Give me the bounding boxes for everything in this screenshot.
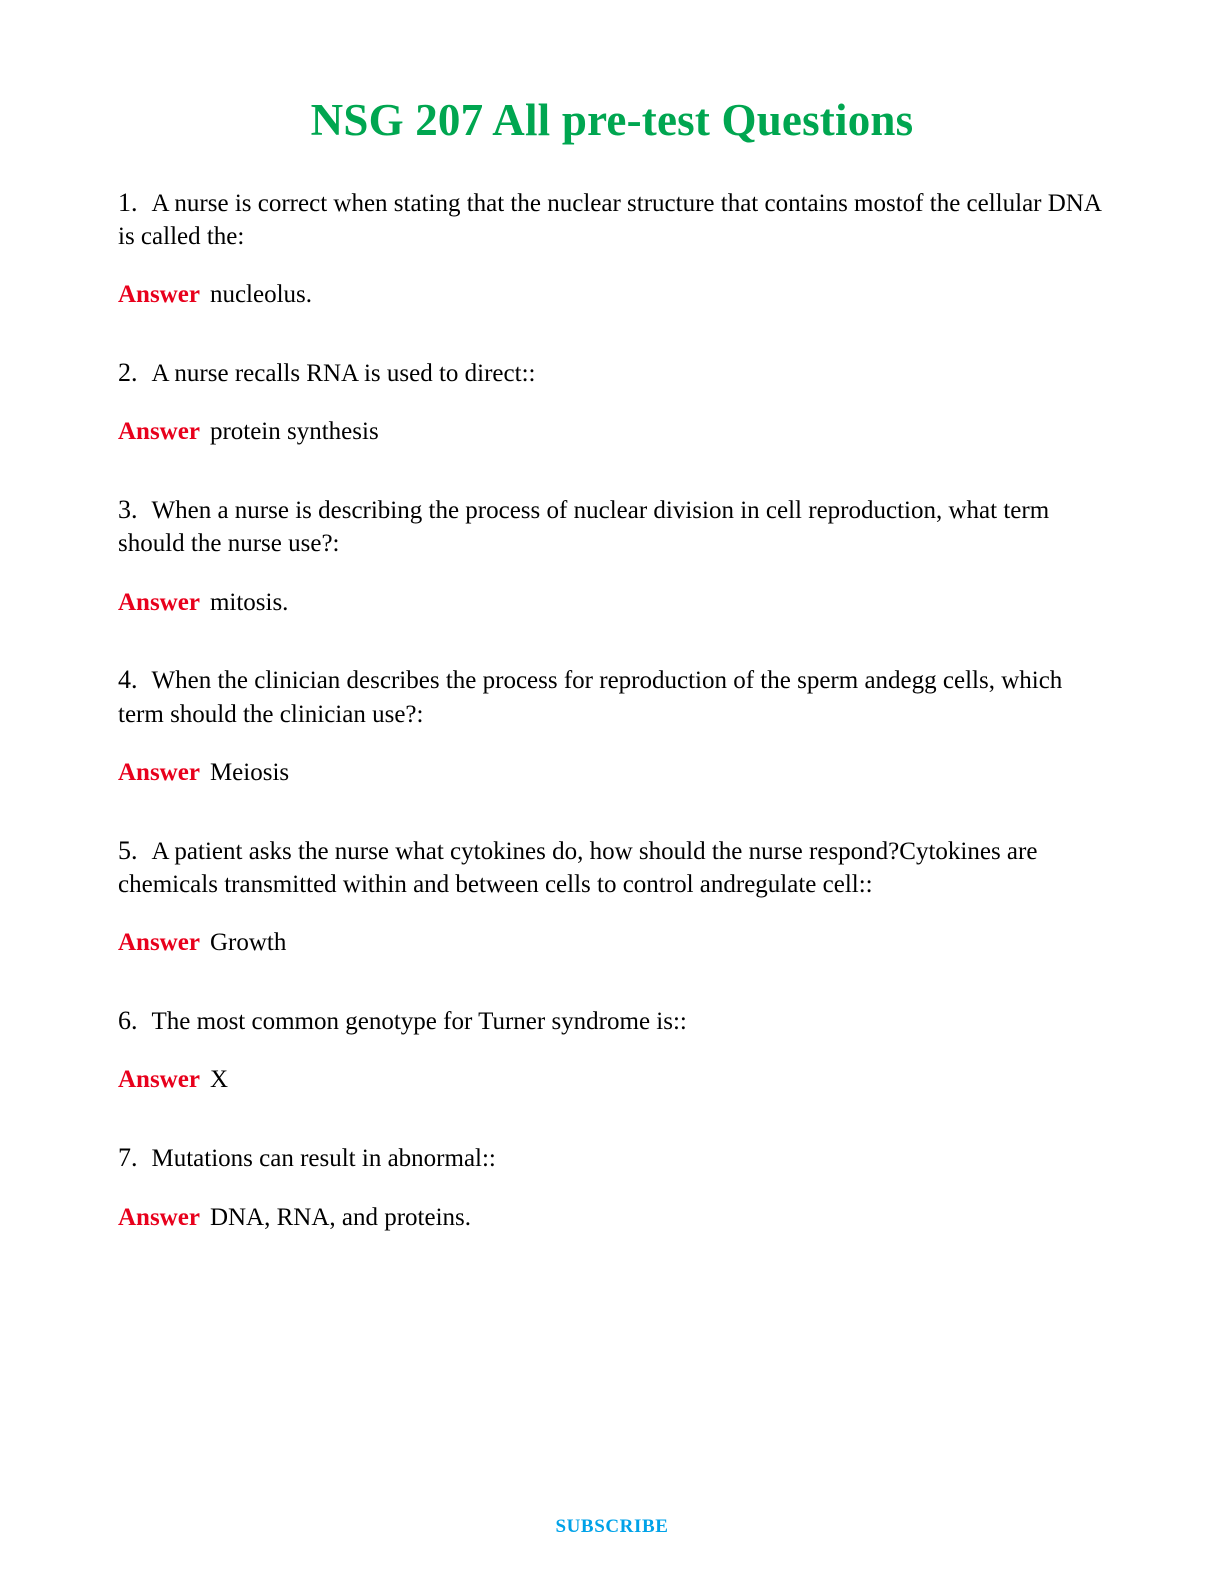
answer-text: Growth bbox=[209, 929, 287, 957]
question-number: 7. bbox=[118, 1142, 138, 1172]
question-text bbox=[118, 1141, 1106, 1176]
question-number: 2. bbox=[118, 357, 138, 387]
question-body: The most common genotype for Turner syndrome is:: bbox=[151, 1007, 687, 1035]
question-body: A nurse is correct when stating that the nuclear structure that contains mostof the cellular DNA is called the: bbox=[118, 189, 1101, 251]
page-footer bbox=[0, 1516, 1224, 1538]
qa-item-7 bbox=[118, 1141, 1106, 1234]
question-number: 3. bbox=[118, 494, 138, 524]
qa-item-5 bbox=[118, 834, 1106, 960]
answer-text: nucleolus. bbox=[209, 281, 313, 309]
qa-item-3 bbox=[118, 493, 1106, 619]
subscribe-link[interactable]: SUBSCRIBE bbox=[555, 1516, 669, 1537]
question-text bbox=[118, 1004, 1106, 1039]
answer-line bbox=[118, 416, 1106, 449]
answer-text: Meiosis bbox=[209, 759, 290, 787]
question-body: When the clinician describes the process for reproduction of the sperm andegg cells, which term should the clinician use?: bbox=[118, 667, 1063, 728]
answer-line bbox=[118, 279, 1106, 312]
qa-item-4 bbox=[118, 663, 1106, 789]
qa-item-1 bbox=[118, 186, 1106, 312]
page-title: NSG 207 All pre-test Questions bbox=[310, 95, 914, 145]
question-text bbox=[118, 493, 1106, 561]
question-number: 6. bbox=[118, 1005, 138, 1035]
answer-label: Answer bbox=[118, 281, 200, 309]
answer-line bbox=[118, 757, 1106, 790]
question-text bbox=[118, 186, 1106, 254]
answer-label: Answer bbox=[118, 418, 200, 446]
answer-text: X bbox=[209, 1066, 228, 1094]
question-text bbox=[118, 663, 1106, 731]
question-body: Mutations can result in abnormal:: bbox=[151, 1144, 496, 1172]
answer-line bbox=[118, 927, 1106, 960]
question-number: 5. bbox=[118, 835, 138, 865]
question-text bbox=[118, 356, 1106, 391]
answer-line bbox=[118, 1202, 1106, 1235]
answer-text: mitosis. bbox=[209, 588, 289, 616]
answer-label: Answer bbox=[118, 1066, 200, 1094]
answer-label: Answer bbox=[118, 588, 200, 616]
question-body: A patient asks the nurse what cytokines do, how should the nurse respond?Cytokines are chemicals transmitted within and between cells to control andregulate cell:: bbox=[118, 837, 1038, 899]
question-body: A nurse recalls RNA is used to direct:: bbox=[151, 359, 536, 387]
qa-item-6 bbox=[118, 1004, 1106, 1097]
answer-label: Answer bbox=[118, 759, 200, 787]
answer-label: Answer bbox=[118, 929, 200, 957]
question-number: 4. bbox=[118, 665, 138, 695]
question-number: 1. bbox=[118, 187, 138, 217]
answer-line bbox=[118, 1064, 1106, 1097]
answer-text: DNA, RNA, and proteins. bbox=[209, 1203, 472, 1231]
question-body: When a nurse is describing the process of nuclear division in cell reproduction, what term should the nurse use?: bbox=[118, 496, 1050, 558]
question-text bbox=[118, 834, 1106, 902]
qa-item-2 bbox=[118, 356, 1106, 449]
answer-line bbox=[118, 587, 1106, 620]
answer-text: protein synthesis bbox=[209, 418, 379, 446]
answer-label: Answer bbox=[118, 1203, 200, 1231]
